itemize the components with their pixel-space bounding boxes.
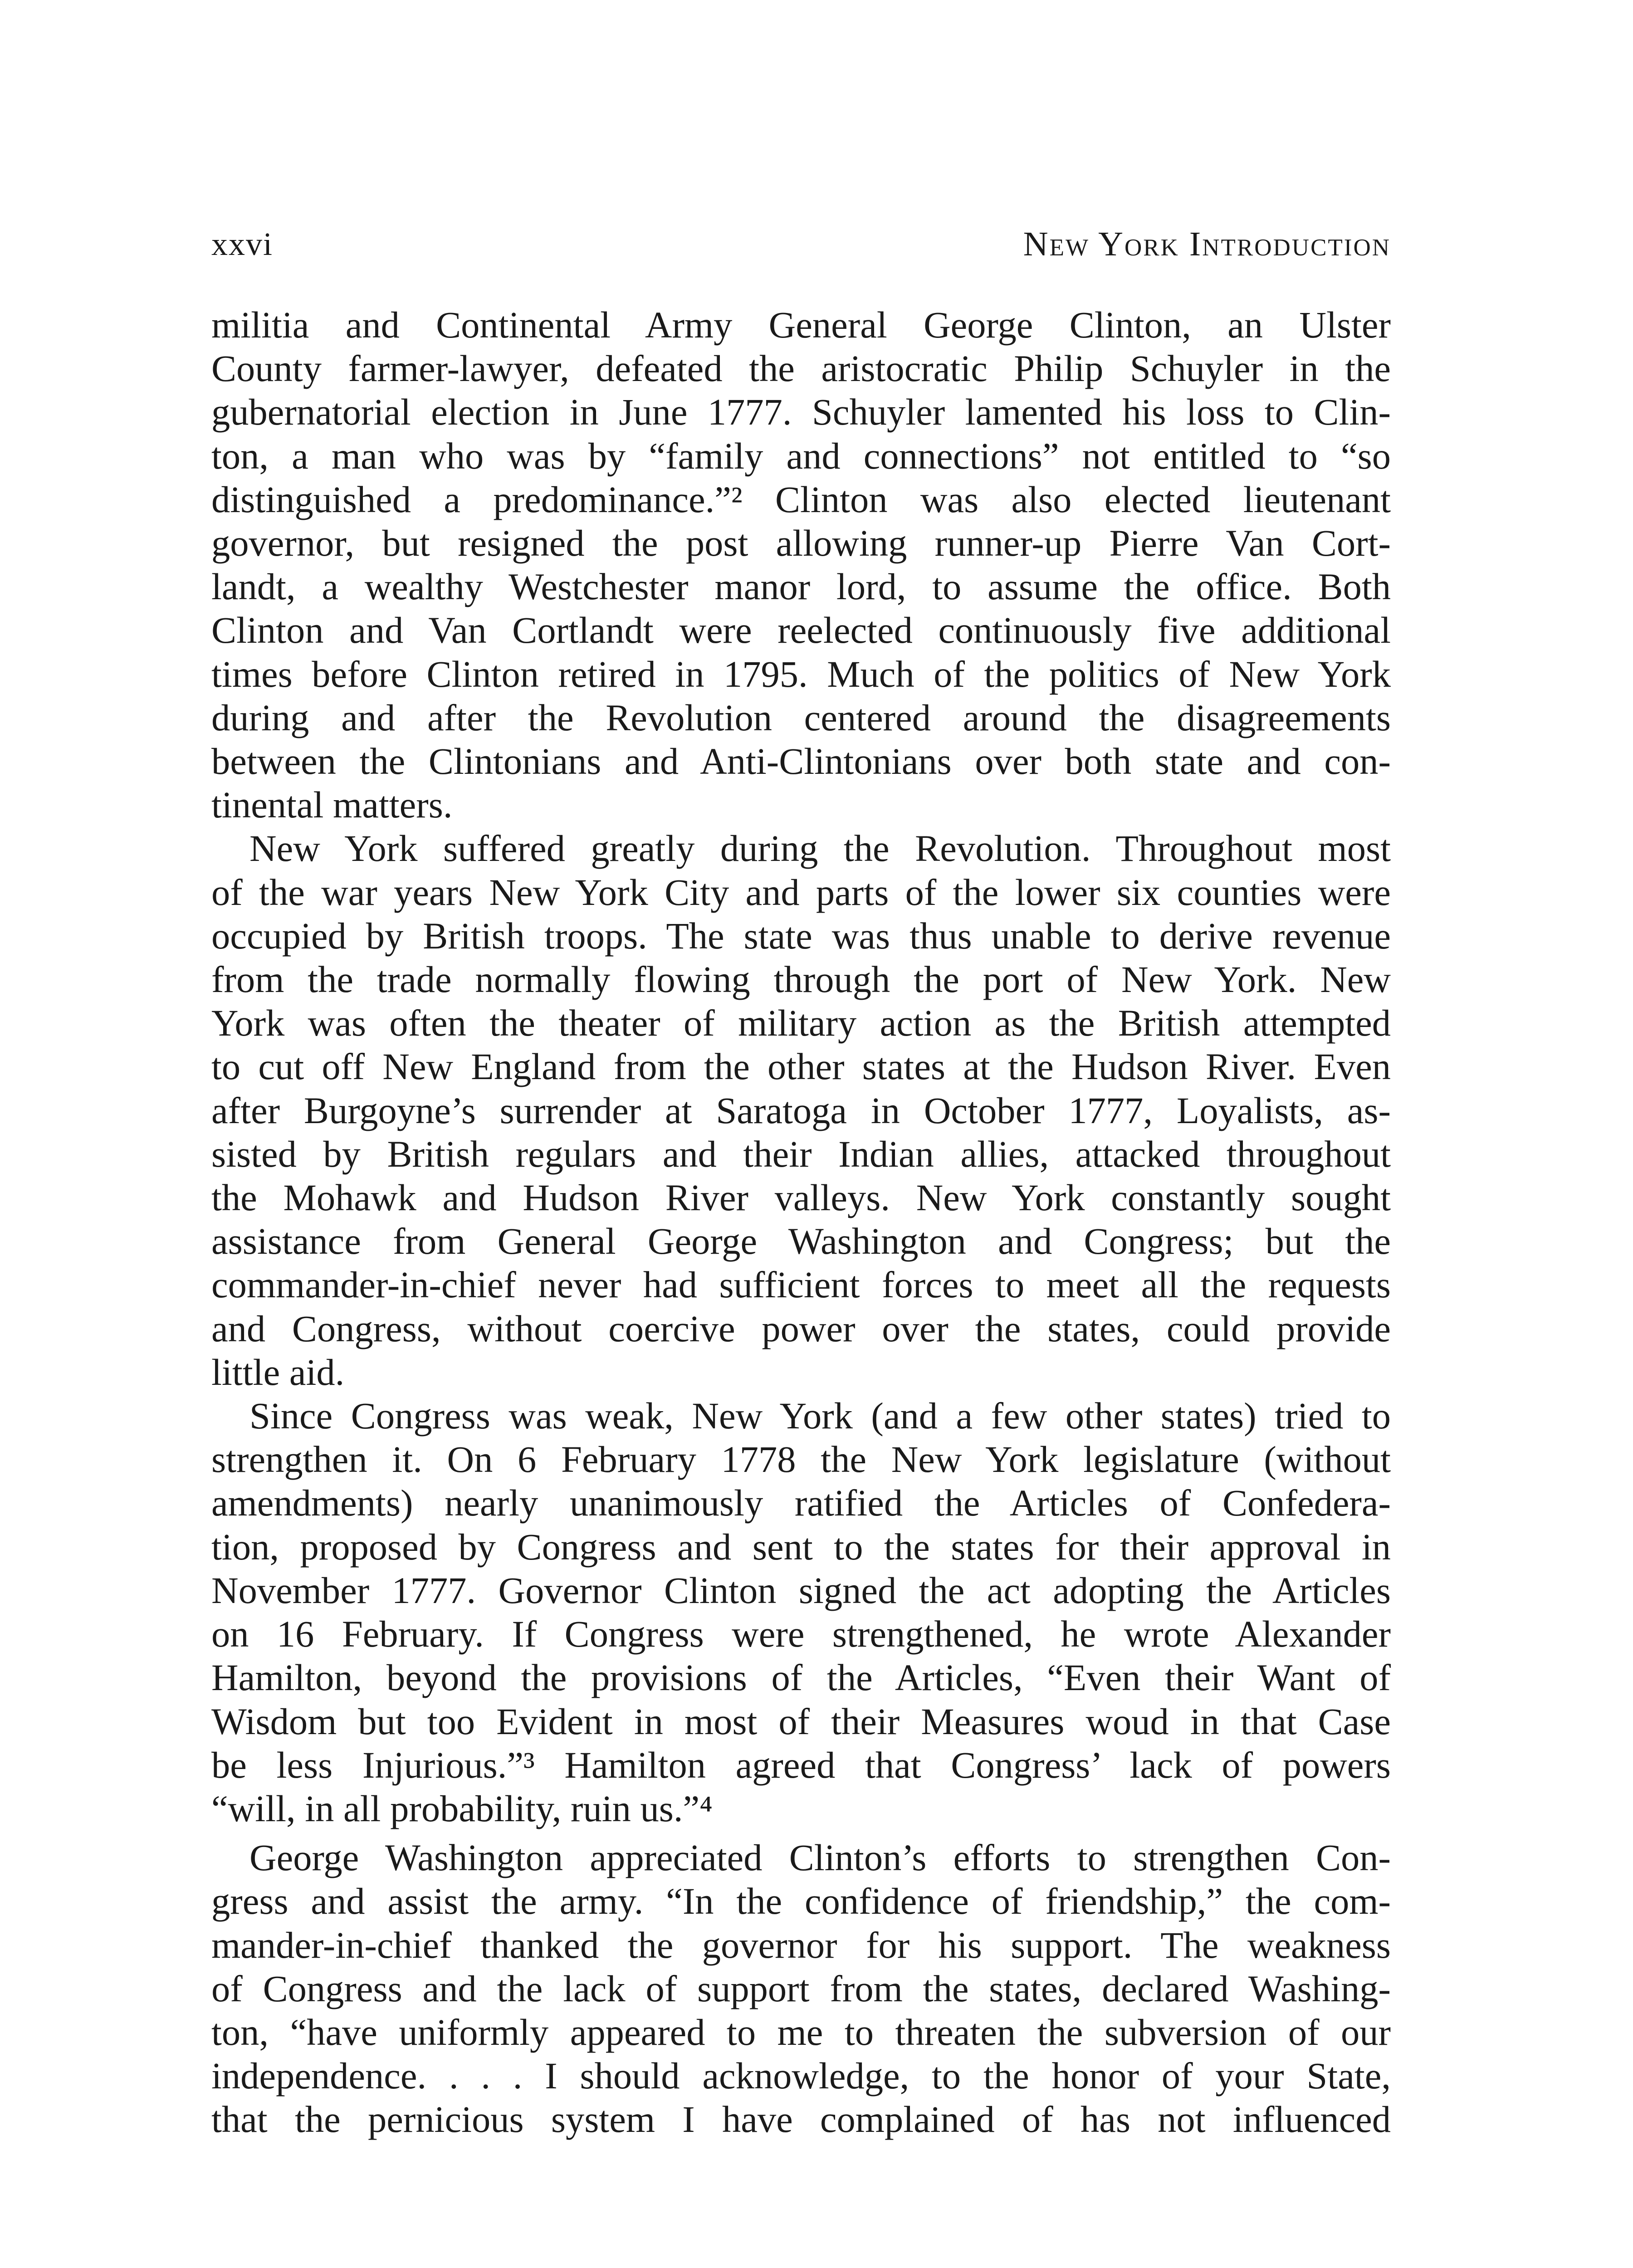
text-line: gress and assist the army. “In the confidence of friendship,” the com- (211, 1880, 1391, 1922)
text-line: Clinton and Van Cortlandt were reelected continuously five additional (211, 609, 1391, 651)
text-line: November 1777. Governor Clinton signed the act adopting the Articles (211, 1569, 1391, 1611)
text-line: York was often the theater of military action as the British attempted (211, 1002, 1391, 1044)
text-line: times before Clinton retired in 1795. Much of the politics of New York (211, 653, 1391, 695)
text-line: sisted by British regulars and their Indian allies, attacked throughout (211, 1133, 1391, 1175)
text-line: during and after the Revolution centered around the disagreements (211, 696, 1391, 738)
text-line: occupied by British troops. The state was thus unable to derive revenue (211, 914, 1391, 957)
text-line: between the Clintonians and Anti-Clintonians over both state and con- (211, 740, 1391, 782)
text-line: after Burgoyne’s surrender at Saratoga in October 1777, Loyalists, as- (211, 1089, 1391, 1131)
text-line: strengthen it. On 6 February 1778 the New York legislature (without (211, 1438, 1391, 1481)
text-line: tinental matters. (211, 784, 453, 826)
text-line: amendments) nearly unanimously ratified the Articles of Confedera- (211, 1482, 1391, 1524)
text-line: commander-in-chief never had sufficient forces to meet all the requests (211, 1264, 1391, 1306)
text-line: be less Injurious.”³ Hamilton agreed that Congress’ lack of powers (211, 1744, 1391, 1786)
text-line: independence. . . . I should acknowledge, to the honor of your State, (211, 2055, 1391, 2097)
text-line: distinguished a predominance.”² Clinton was also elected lieutenant (211, 478, 1391, 520)
text-line: militia and Continental Army General George Clinton, an Ulster (211, 304, 1391, 346)
text-line: ton, “have uniformly appeared to me to threaten the subversion of our (211, 2011, 1391, 2053)
paragraph (211, 826, 1391, 1394)
text-line: that the pernicious system I have complained of has not influenced (211, 2098, 1391, 2141)
text-line: of the war years New York City and parts of the lower six counties were (211, 871, 1391, 913)
text-line: gubernatorial election in June 1777. Schuyler lamented his loss to Clin- (211, 391, 1391, 433)
text-line: George Washington appreciated Clinton’s efforts to strengthen Con- (249, 1837, 1391, 1879)
body-text (211, 303, 1391, 2141)
text-line: Since Congress was weak, New York (and a few other states) tried to (249, 1395, 1391, 1437)
paragraph (211, 1836, 1391, 2141)
text-line: of Congress and the lack of support from the states, declared Washing- (211, 1967, 1391, 2009)
running-head-title: New York Introduction (1023, 225, 1391, 263)
text-line: landt, a wealthy Westchester manor lord, to assume the office. Both (211, 566, 1391, 608)
text-line: Wisdom but too Evident in most of their Measures woud in that Case (211, 1700, 1391, 1742)
text-line: tion, proposed by Congress and sent to the states for their approval in (211, 1525, 1391, 1568)
text-line: the Mohawk and Hudson River valleys. New York constantly sought (211, 1177, 1391, 1219)
text-line: governor, but resigned the post allowing runner-up Pierre Van Cort- (211, 522, 1391, 564)
text-line: to cut off New England from the other states at the Hudson River. Even (211, 1046, 1391, 1088)
text-line: and Congress, without coercive power over the states, could provide (211, 1307, 1391, 1349)
text-line: on 16 February. If Congress were strengthened, he wrote Alexander (211, 1613, 1391, 1655)
paragraph (211, 1394, 1391, 1830)
paragraph (211, 303, 1391, 826)
running-head (211, 217, 1391, 271)
text-line: ton, a man who was by “family and connections” not entitled to “so (211, 435, 1391, 477)
text-line: Hamilton, beyond the provisions of the Articles, “Even their Want of (211, 1657, 1391, 1699)
text-line: mander-in-chief thanked the governor for his support. The weakness (211, 1924, 1391, 1966)
text-line: “will, in all probability, ruin us.”⁴ (211, 1787, 713, 1829)
text-line: New York suffered greatly during the Revolution. Throughout most (249, 827, 1391, 870)
page-number: xxvi (211, 226, 274, 262)
text-line: little aid. (211, 1351, 345, 1393)
text-line: County farmer-lawyer, defeated the aristocratic Philip Schuyler in the (211, 347, 1391, 390)
text-line: assistance from General George Washington and Congress; but the (211, 1220, 1391, 1262)
text-line: from the trade normally flowing through the port of New York. New (211, 958, 1391, 1001)
